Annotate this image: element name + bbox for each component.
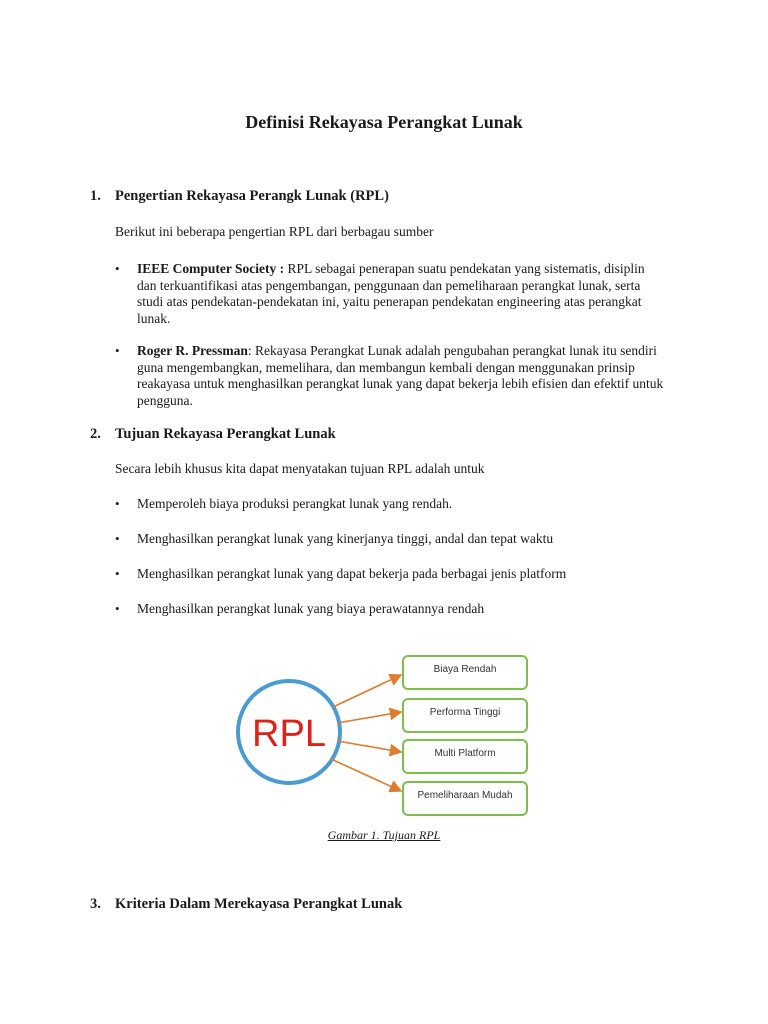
- arrow: [337, 712, 401, 723]
- definition-text: reakayasa untuk menghasilkan perangkat lunak yang dapat bekerja lebih efisien dan efektif untuk: [137, 376, 664, 391]
- bullet-icon: •: [115, 601, 120, 616]
- goal-item: [115, 601, 685, 619]
- section-number: 1.: [90, 188, 101, 204]
- definition-text: : Rekayasa Perangkat Lunak adalah pengubahan perangkat lunak itu sendiri: [247, 343, 657, 358]
- definition-text: studi atas pendekatan-pendekatan ini, yaitu penerapan pendekatan engineering atas perangkat: [137, 294, 642, 309]
- goal-box-label: Biaya Rendah: [433, 664, 497, 675]
- definition-source: IEEE Computer Society :: [137, 261, 285, 276]
- definition-text: dan terkuantifikasi atas pengembangan, penggunaan dan pemeliharaan perangkat lunak, serta: [137, 277, 641, 293]
- goal-box-label: Performa Tinggi: [429, 707, 501, 718]
- section-title: Tujuan Rekayasa Perangkat Lunak: [115, 426, 336, 442]
- bullet-icon: •: [115, 261, 120, 276]
- section-2-heading: [90, 426, 690, 444]
- definition-text: lunak.: [137, 310, 171, 326]
- definition-text: pengguna.: [137, 392, 193, 408]
- goal-box-label: Pemeliharaan Mudah: [417, 790, 513, 801]
- page-title: Definisi Rekayasa Perangkat Lunak: [245, 112, 523, 132]
- arrow: [331, 759, 401, 791]
- bullet-icon: •: [115, 343, 120, 358]
- arrow: [333, 675, 401, 707]
- section-3-heading: [90, 896, 690, 914]
- bullet-icon: •: [115, 566, 120, 581]
- rpl-label: RPL: [252, 713, 326, 755]
- section-1-intro: Berikut ini beberapa pengertian RPL dari berbagau sumber: [115, 224, 434, 239]
- bullet-icon: •: [115, 496, 120, 511]
- section-2-intro: Secara lebih khusus kita dapat menyatakan tujuan RPL adalah untuk: [115, 461, 485, 476]
- goal-text: Menghasilkan perangkat lunak yang kinerjanya tinggi, andal dan tepat waktu: [137, 531, 554, 546]
- definition-source: Roger R. Pressman: [137, 343, 248, 358]
- caption-text: Gambar 1. Tujuan RPL: [327, 828, 441, 842]
- definition-item: [115, 261, 685, 329]
- definition-text: RPL sebagai penerapan suatu pendekatan yang sistematis, disiplin: [284, 261, 645, 276]
- goal-text: Memperoleh biaya produksi perangkat lunak yang rendah.: [137, 496, 453, 511]
- rpl-diagram: [225, 645, 545, 825]
- section-number: 3.: [90, 896, 101, 912]
- goal-box-label: Multi Platform: [434, 748, 496, 759]
- figure-caption: [0, 828, 768, 843]
- arrow: [337, 741, 401, 752]
- section-title: Kriteria Dalam Merekayasa Perangkat Lunak: [115, 896, 403, 912]
- bullet-icon: •: [115, 531, 120, 546]
- section-1-heading: [90, 188, 690, 206]
- goal-item: [115, 496, 685, 514]
- section-title: Pengertian Rekayasa Perangk Lunak (RPL): [115, 188, 389, 204]
- goal-item: [115, 566, 685, 584]
- definition-item: [115, 343, 685, 411]
- goal-text: Menghasilkan perangkat lunak yang biaya perawatannya rendah: [137, 601, 485, 616]
- goal-item: [115, 531, 685, 549]
- section-number: 2.: [90, 426, 101, 442]
- goal-text: Menghasilkan perangkat lunak yang dapat bekerja pada berbagai jenis platform: [137, 566, 567, 581]
- definition-text: guna mengembangkan, memelihara, dan membangun kembali dengan menggunakan prinsip: [137, 359, 635, 375]
